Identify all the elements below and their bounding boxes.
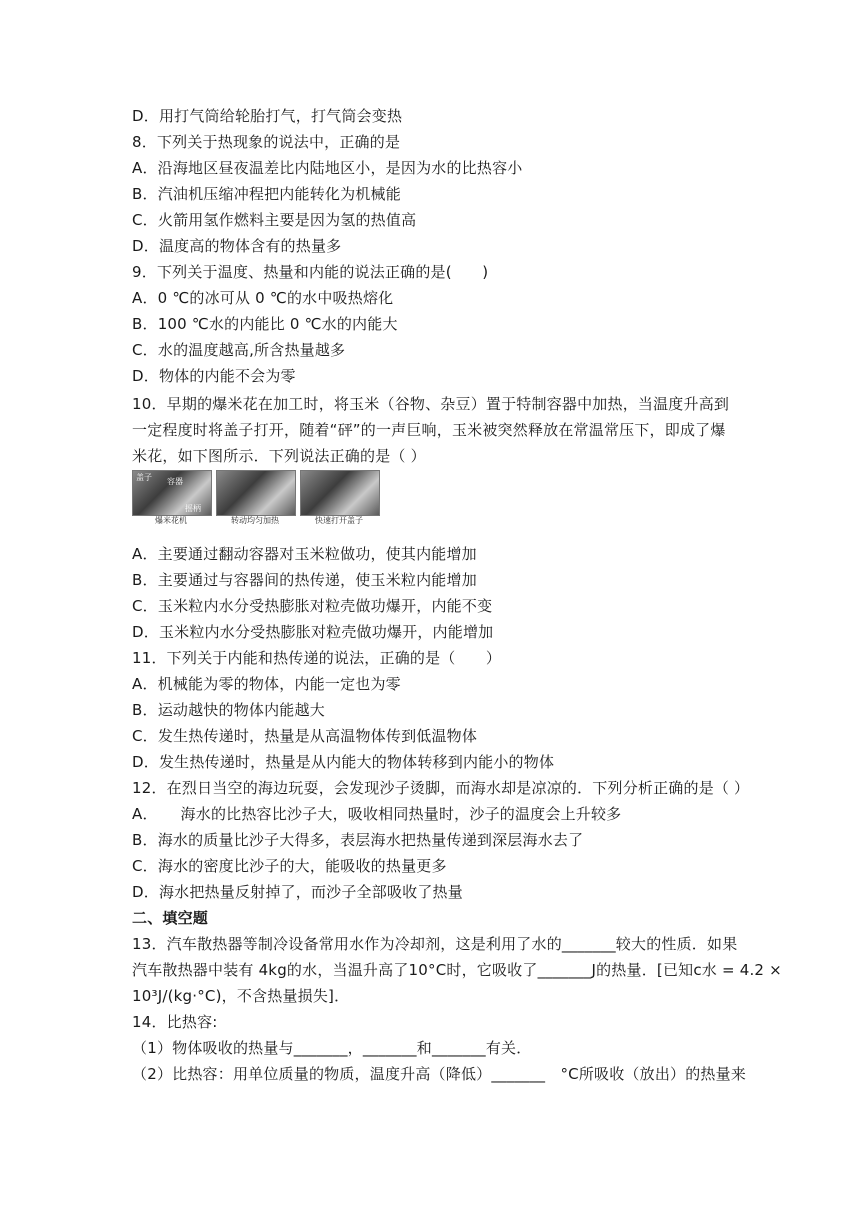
figure-tag-container: 容器 xyxy=(167,477,183,486)
popcorn-figures xyxy=(132,470,378,528)
question-11: 11．下列关于内能和热传递的说法，正确的是（ ） xyxy=(132,649,502,667)
option-8b: B．汽油机压缩冲程把内能转化为机械能 xyxy=(132,185,401,203)
figure-caption: 转动均匀加热 xyxy=(231,516,279,525)
question-13-line-2: 汽车散热器中装有 4kg的水，当温升高了10°C时，它吸收了_______J的热量．[已知c水 = 4.2 × xyxy=(132,961,782,979)
question-13-line-1: 13．汽车散热器等制冷设备常用水作为冷却剂，这是利用了水的_______较大的性质．如果 xyxy=(132,935,738,953)
question-10-line-3: 米花，如下图所示．下列说法正确的是（ ） xyxy=(132,447,426,465)
option-9d: D．物体的内能不会为零 xyxy=(132,367,296,385)
figure-tag-lid: 盖子 xyxy=(136,473,152,482)
option-11c: C．发生热传递时，热量是从高温物体传到低温物体 xyxy=(132,727,478,745)
option-12a: A． 海水的比热容比沙子大，吸收相同热量时，沙子的温度会上升较多 xyxy=(132,805,622,823)
option-12d: D．海水把热量反射掉了，而沙子全部吸收了热量 xyxy=(132,883,463,901)
option-10a: A．主要通过翻动容器对玉米粒做功，使其内能增加 xyxy=(132,545,477,563)
question-13-line-3: 10³J/(kg·°C)，不含热量损失]． xyxy=(132,987,350,1005)
option-10d: D．玉米粒内水分受热膨胀对粒壳做功爆开，内能增加 xyxy=(132,623,494,641)
question-10-line-2: 一定程度时将盖子打开，随着“砰”的一声巨响，玉米被突然释放在常温常压下，即成了爆 xyxy=(132,421,726,439)
option-10c: C．玉米粒内水分受热膨胀对粒壳做功爆开，内能不变 xyxy=(132,597,493,615)
figure-open-lid xyxy=(300,470,378,528)
option-9b: B．100 ℃水的内能比 0 ℃水的内能大 xyxy=(132,315,398,333)
option-7d: D．用打气筒给轮胎打气，打气筒会变热 xyxy=(132,107,403,125)
option-9c: C．水的温度越高,所含热量越多 xyxy=(132,341,346,359)
question-14-part-2: （2）比热容：用单位质量的物质，温度升高（降低）_______ °C所吸收（放出）的热量来 xyxy=(132,1065,747,1083)
popcorn-machine-photo xyxy=(132,470,212,516)
question-8: 8．下列关于热现象的说法中，正确的是 xyxy=(132,133,401,151)
question-14-part-1: （1）物体吸收的热量与_______，_______和_______有关． xyxy=(132,1039,532,1057)
heating-photo xyxy=(216,470,296,516)
option-11a: A．机械能为零的物体，内能一定也为零 xyxy=(132,675,401,693)
option-11d: D．发生热传递时，热量是从内能大的物体转移到内能小的物体 xyxy=(132,753,555,771)
option-9a: A．0 ℃的冰可从 0 ℃的水中吸热熔化 xyxy=(132,289,394,307)
option-12c: C．海水的密度比沙子的大，能吸收的热量更多 xyxy=(132,857,447,875)
figure-tag-handle: 摇柄 xyxy=(185,504,201,513)
figure-caption: 快速打开盖子 xyxy=(315,516,363,525)
figure-popcorn-machine xyxy=(132,470,210,528)
option-10b: B．主要通过与容器间的热传递，使玉米粒内能增加 xyxy=(132,571,477,589)
section-heading: 二、填空题 xyxy=(132,909,209,927)
question-10-line-1: 10．早期的爆米花在加工时，将玉米（谷物、杂豆）置于特制容器中加热，当温度升高到 xyxy=(132,395,730,413)
question-14: 14．比热容: xyxy=(132,1013,218,1031)
question-12: 12．在烈日当空的海边玩耍，会发现沙子烫脚，而海水却是凉凉的．下列分析正确的是（ ） xyxy=(132,779,750,797)
open-lid-photo xyxy=(300,470,380,516)
option-8c: C．火箭用氢作燃料主要是因为氢的热值高 xyxy=(132,211,417,229)
figure-caption: 爆米花机 xyxy=(155,516,187,525)
question-9: 9．下列关于温度、热量和内能的说法正确的是( ) xyxy=(132,263,489,281)
option-8a: A．沿海地区昼夜温差比内陆地区小，是因为水的比热容小 xyxy=(132,159,523,177)
option-12b: B．海水的质量比沙子大得多，表层海水把热量传递到深层海水去了 xyxy=(132,831,584,849)
figure-heating xyxy=(216,470,294,528)
option-8d: D．温度高的物体含有的热量多 xyxy=(132,237,342,255)
option-11b: B．运动越快的物体内能越大 xyxy=(132,701,325,719)
